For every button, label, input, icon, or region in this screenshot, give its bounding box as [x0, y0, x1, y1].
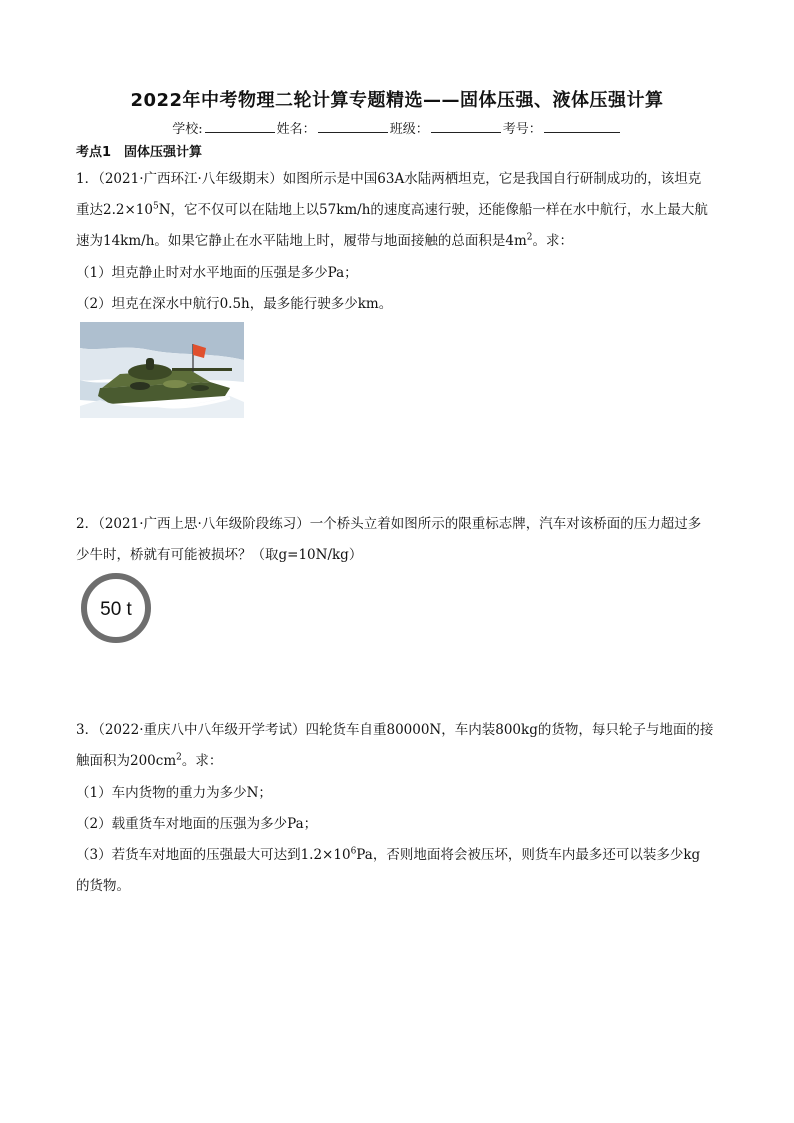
- q3-line-1: 3．（2022·重庆八中八年级开学考试）四轮货车自重80000N，车内装800kg的货物，每只轮子与地面的接: [76, 722, 714, 738]
- amphibious-tank-image: [80, 322, 244, 418]
- q1-line-2a: 重达2.2×10: [76, 202, 153, 218]
- weight-limit-sign: [80, 572, 152, 644]
- school-blank[interactable]: [205, 119, 275, 133]
- school-label: 学校:: [172, 122, 203, 137]
- q3-part-3: [76, 843, 700, 863]
- q1-exponent: 5: [152, 201, 159, 212]
- q3-line-2: [76, 749, 222, 769]
- q2-line-1: 2．（2021·广西上思·八年级阶段练习）一个桥头立着如图所示的限重标志牌，汽车对该桥面的压力超过多: [76, 516, 702, 532]
- q1-line-1: 1．（2021·广西环江·八年级期末）如图所示是中国63A水陆两栖坦克，它是我国自行研制成功的，该坦克: [76, 171, 702, 187]
- q3-part-3a: （3）若货车对地面的压强最大可达到1.2×10: [76, 847, 351, 863]
- q2-line-2: 少牛时，桥就有可能被损坏？（取g=10N/kg）: [76, 547, 363, 563]
- q1-line-2: [76, 198, 708, 218]
- q1-line-2b: N，它不仅可以在陆地上以57km/h的速度高速行驶，还能像船一样在水中航行，水上最大航: [158, 202, 708, 218]
- q1-line-3: [76, 229, 573, 249]
- exam-no-label: 考号：: [502, 122, 542, 137]
- q3-part-3b: Pa，否则地面将会被压坏，则货车内最多还可以装多少kg: [356, 847, 701, 863]
- class-label: 班级：: [389, 122, 429, 137]
- q1-line-3a: 速为14km/h。如果它静止在水平陆地上时，履带与地面接触的总面积是4m: [76, 233, 527, 249]
- q3-area-exponent: 2: [176, 752, 182, 763]
- q3-line-2a: 触面积为200cm: [76, 753, 177, 769]
- exam-no-blank[interactable]: [544, 119, 620, 133]
- q3-pressure-exponent: 6: [350, 846, 357, 857]
- name-blank[interactable]: [318, 119, 388, 133]
- section-heading: 考点1 固体压强计算: [76, 145, 203, 160]
- q3-line-2b: 。求：: [181, 753, 223, 769]
- q3-part-1: （1）车内货物的重力为多少N；: [76, 785, 272, 801]
- q1-part-1: （1）坦克静止时对水平地面的压强是多少Pa；: [76, 265, 358, 281]
- sign-text: 50 t: [100, 599, 132, 620]
- name-label: 姓名：: [276, 122, 316, 137]
- q3-part-4: 的货物。: [76, 878, 130, 894]
- q1-part-2: （2）坦克在深水中航行0.5h，最多能行驶多少km。: [76, 296, 393, 312]
- page-title: 2022年中考物理二轮计算专题精选——固体压强、液体压强计算: [130, 90, 664, 111]
- q3-part-2: （2）载重货车对地面的压强为多少Pa；: [76, 816, 318, 832]
- q1-line-3b: 。求：: [532, 233, 574, 249]
- student-info-line: [0, 118, 794, 137]
- class-blank[interactable]: [431, 119, 501, 133]
- q1-area-exponent: 2: [526, 232, 533, 243]
